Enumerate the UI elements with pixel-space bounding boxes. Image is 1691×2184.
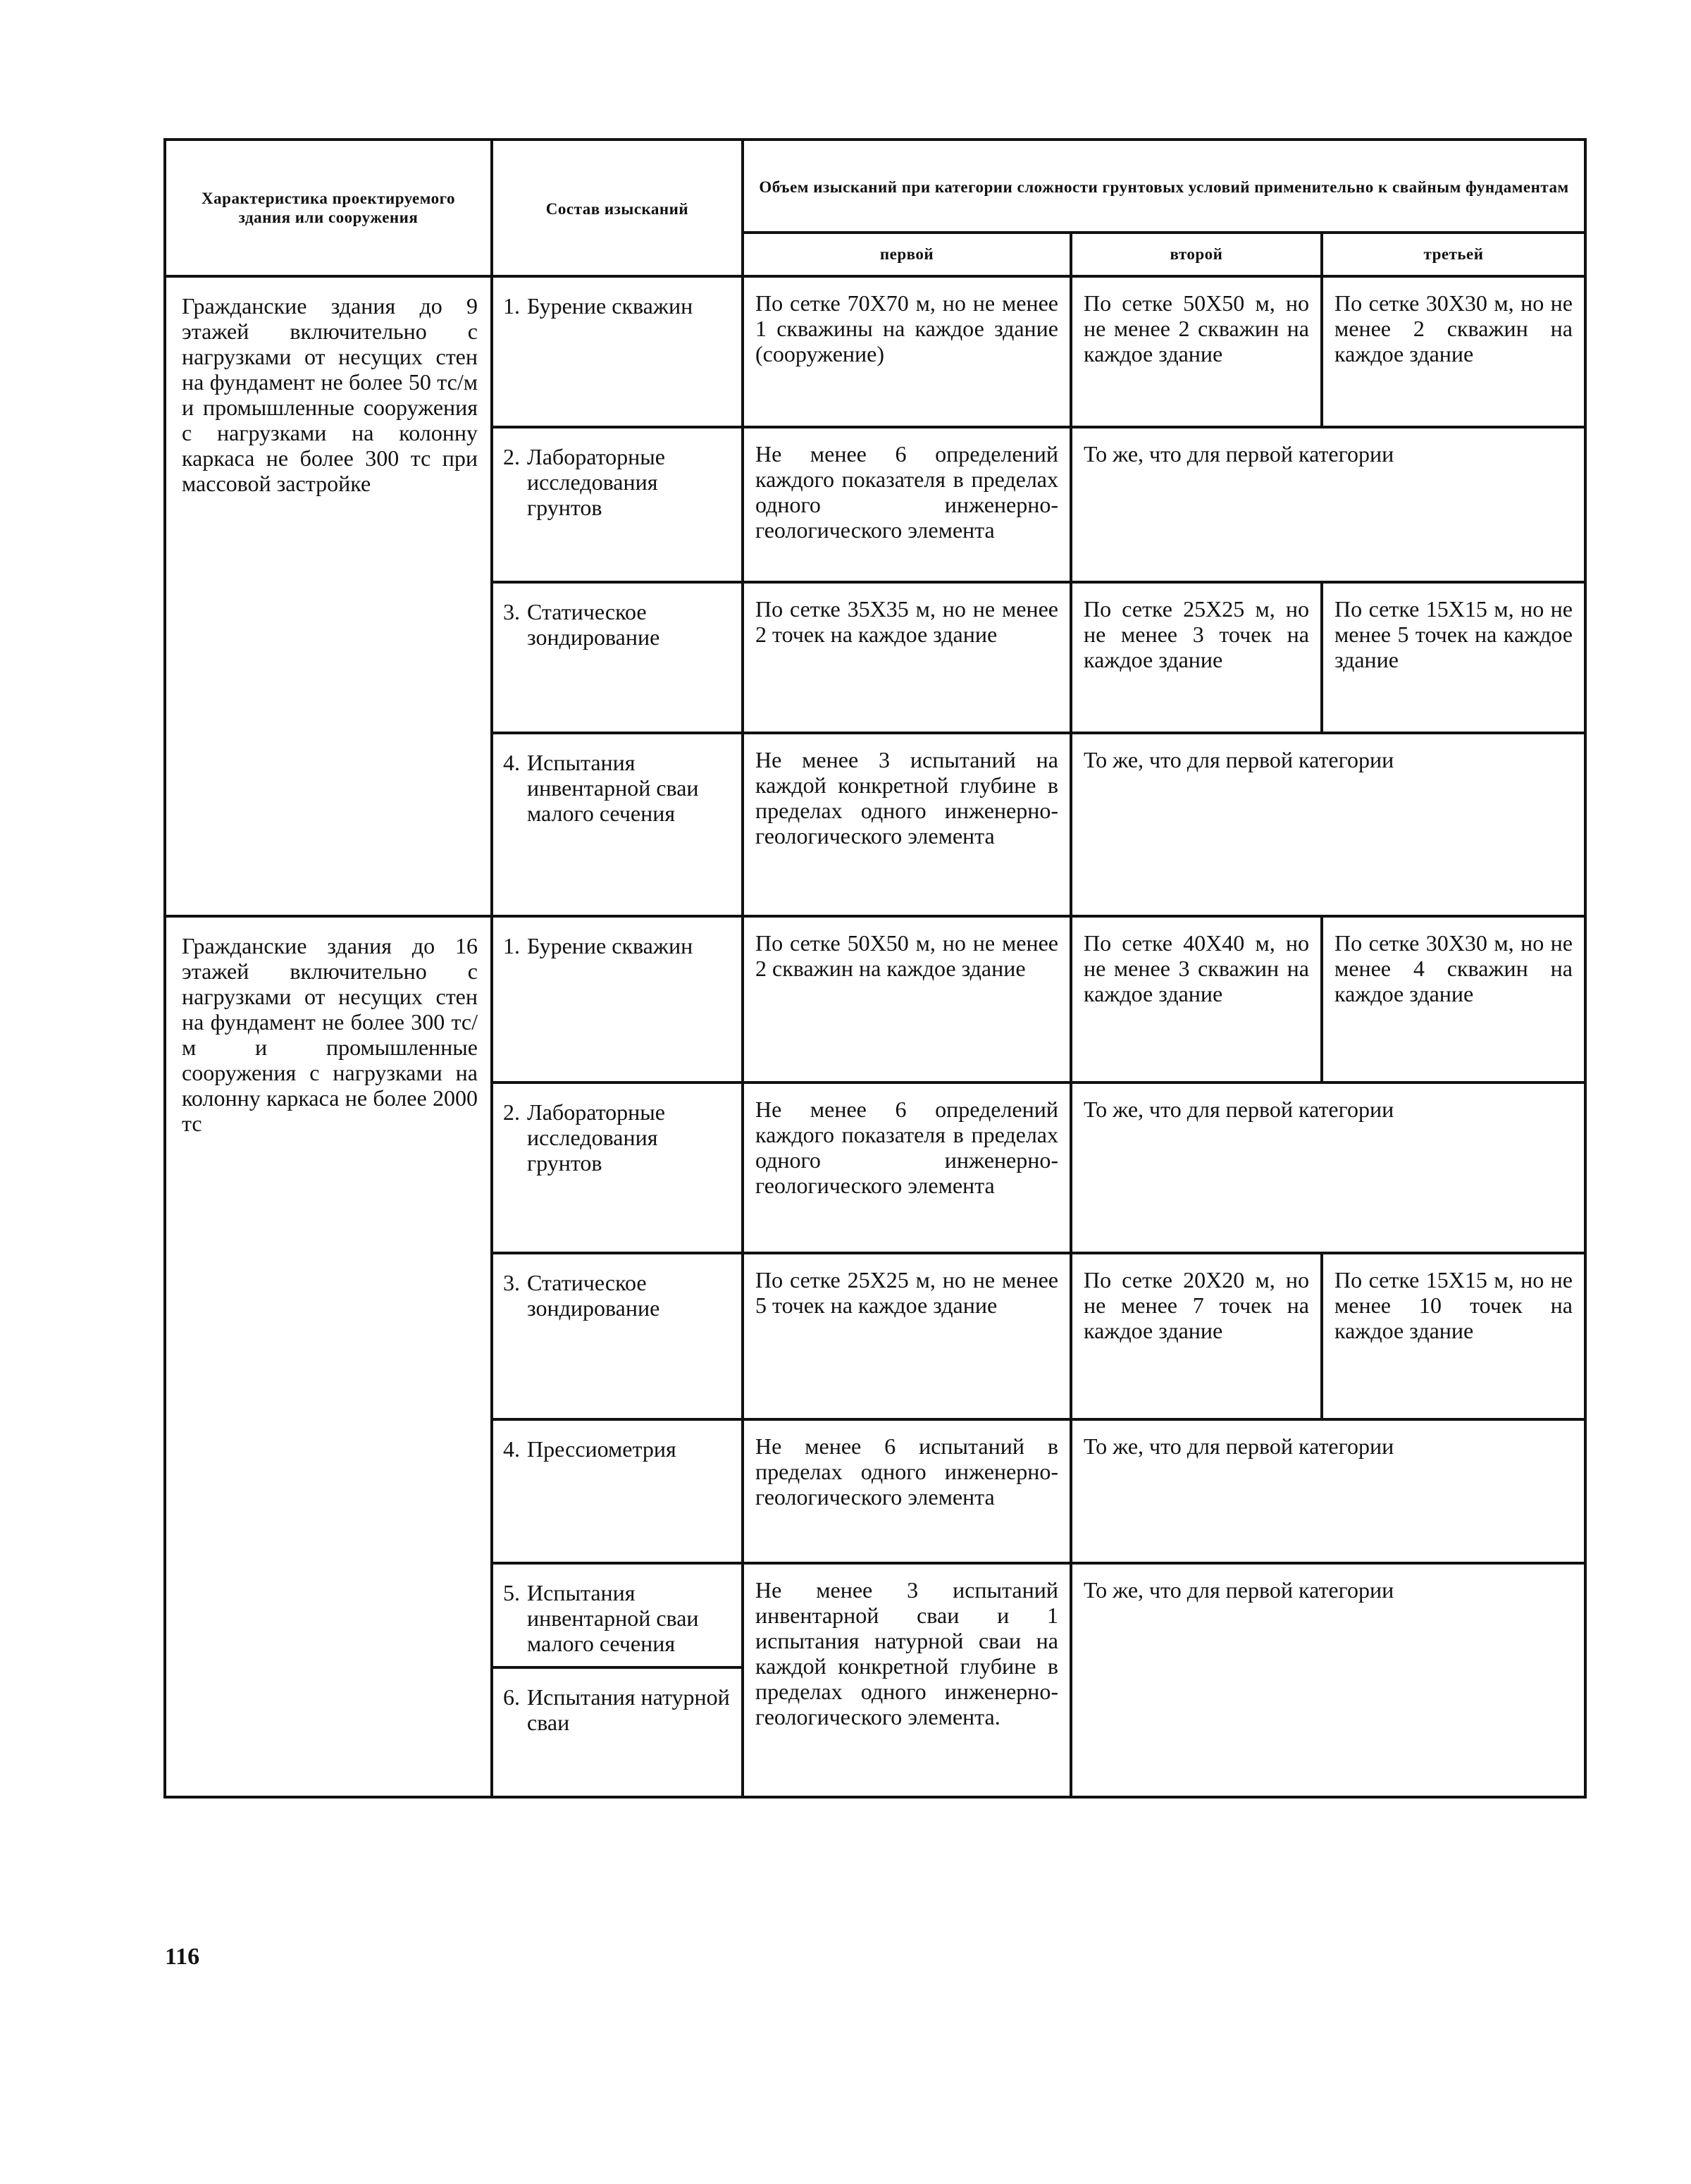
composition-cell: 4. Испытания инвентарной сваи малого сечения [492, 733, 743, 916]
composition-cell: 6. Испытания натурной сваи [492, 1667, 743, 1797]
table-row [165, 916, 1585, 1082]
header-characteristic: Характеристика проектируемого здания или сооружения [165, 140, 492, 276]
second-category-cell: По сетке 40Х40 м, но не менее 3 скважин на каждое здание [1071, 916, 1322, 1082]
first-category-cell: Не менее 6 определений каждого показателя в пределах одного инженерно-геологического элемента [743, 427, 1071, 582]
header-category-third: третьей [1322, 233, 1585, 276]
composition-cell: 2. Лабораторные исследования грунтов [492, 427, 743, 582]
first-category-cell: По сетке 25Х25 м, но не менее 5 точек на каждое здание [743, 1253, 1071, 1419]
group2-characteristic-cell: Гражданские здания до 16 этажей включительно с нагрузками от несущих стен на фундамент не более 300 тс/м и промышленные сооружения с нагрузками на колонну каркаса не более 2000 тс [165, 916, 492, 1797]
same-as-first-cell: То же, что для первой категории [1071, 1419, 1585, 1563]
header-volume: Объем изысканий при категории сложности грунтовых условий применительно к свайным фундаментам [743, 140, 1585, 233]
page-number: 116 [165, 1944, 200, 1970]
first-category-cell: Не менее 3 испытаний на каждой конкретной глубине в пределах одного инженерно-геологического элемента [743, 733, 1071, 916]
group1-characteristic-cell: Гражданские здания до 9 этажей включительно с нагрузками от несущих стен на фундамент не более 50 тс/м и промышленные сооружения с нагрузками на колонну каркаса не более 300 тс при массовой застройке [165, 276, 492, 916]
table-row [165, 276, 1585, 427]
first-category-cell: По сетке 70Х70 м, но не менее 1 скважины на каждое здание (сооружение) [743, 276, 1071, 427]
first-category-cell: Не менее 6 определений каждого показателя в пределах одного инженерно-геологического элемента [743, 1082, 1071, 1253]
same-as-first-cell: То же, что для первой категории [1071, 1563, 1585, 1797]
composition-cell: 3. Статическое зондирование [492, 582, 743, 733]
same-as-first-cell: То же, что для первой категории [1071, 1082, 1585, 1253]
header-composition: Состав изысканий [492, 140, 743, 276]
survey-volume-table [163, 138, 1587, 1799]
header-category-first: первой [743, 233, 1071, 276]
second-category-cell: По сетке 20Х20 м, но не менее 7 точек на каждое здание [1071, 1253, 1322, 1419]
same-as-first-cell: То же, что для первой категории [1071, 427, 1585, 582]
third-category-cell: По сетке 15Х15 м, но не менее 10 точек на каждое здание [1322, 1253, 1585, 1419]
second-category-cell: По сетке 25Х25 м, но не менее 3 точек на каждое здание [1071, 582, 1322, 733]
first-category-cell: Не менее 3 испытаний инвентарной сваи и 1 испытания натурной сваи на каждой конкретной глубине в пределах одного инженерно-геологического элемента. [743, 1563, 1071, 1797]
first-category-cell: Не менее 6 испытаний в пределах одного инженерно-геологического элемента [743, 1419, 1071, 1563]
composition-cell: 1. Бурение скважин [492, 276, 743, 427]
third-category-cell: По сетке 30Х30 м, но не менее 2 скважин на каждое здание [1322, 276, 1585, 427]
composition-cell: 3. Статическое зондирование [492, 1253, 743, 1419]
header-category-second: второй [1071, 233, 1322, 276]
composition-cell: 4. Прессиометрия [492, 1419, 743, 1563]
composition-cell: 1. Бурение скважин [492, 916, 743, 1082]
first-category-cell: По сетке 50Х50 м, но не менее 2 скважин на каждое здание [743, 916, 1071, 1082]
first-category-cell: По сетке 35Х35 м, но не менее 2 точек на каждое здание [743, 582, 1071, 733]
same-as-first-cell: То же, что для первой категории [1071, 733, 1585, 916]
third-category-cell: По сетке 30Х30 м, но не менее 4 скважин на каждое здание [1322, 916, 1585, 1082]
third-category-cell: По сетке 15Х15 м, но не менее 5 точек на каждое здание [1322, 582, 1585, 733]
second-category-cell: По сетке 50Х50 м, но не менее 2 скважин на каждое здание [1071, 276, 1322, 427]
table-header-row [165, 140, 1585, 233]
composition-cell: 5. Испытания инвентарной сваи малого сечения [492, 1563, 743, 1667]
composition-cell: 2. Лабораторные исследования грунтов [492, 1082, 743, 1253]
